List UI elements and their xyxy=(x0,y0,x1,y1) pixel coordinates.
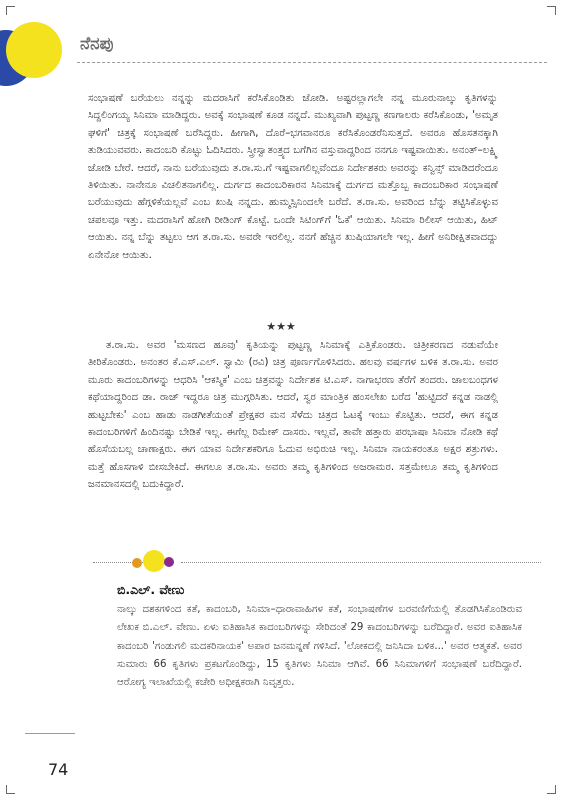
crop-mark-top-right xyxy=(547,6,556,15)
section-separator: ★★★ xyxy=(266,320,296,333)
crop-mark-bottom-left xyxy=(6,785,15,794)
footer-rule xyxy=(25,733,75,734)
yellow-dot-decoration xyxy=(143,550,165,572)
page-number: 74 xyxy=(48,760,69,779)
author-name: ಬಿ.ಎಲ್. ವೇಣು xyxy=(117,582,185,597)
decorative-yellow-circle xyxy=(6,22,62,78)
crop-mark-bottom-right xyxy=(547,785,556,794)
author-bio: ನಾಲ್ಕು ದಶಕಗಳಿಂದ ಕತೆ, ಕಾದಂಬರಿ, ಸಿನಿಮಾ–ಧಾರಾವಾಹಿಗಳ ಕತೆ, ಸಂಭಾಷಣೆಗಳ ಬರವಣಿಗೆಯಲ್ಲಿ ತೊಡಗಿಸಿಕೊಂಡಿರುವ ಲೇಖಕ ಬಿ.ಎಲ್. ವೇಣು. ಏಳು ಐತಿಹಾಸಿಕ ಕಾದಂಬರಿಗಳನ್ನು ಸೇರಿದಂತೆ 29 ಕಾದಂಬರಿಗಳನ್ನು ಬರೆದಿದ್ದಾರೆ. ಅವರ ಐತಿಹಾಸಿಕ ಕಾದಂಬರಿ 'ಗಂಡುಗಲಿ ಮದಕರಿನಾಯಕ' ಅಪಾರ ಜನಮನ್ನಣೆ ಗಳಿಸಿದೆ. 'ಲೋಕದಲ್ಲಿ ಜನಿಸಿದಾ ಬಳಿಕ...' ಅವರ ಆತ್ಮಕತೆ. ಅವರ ಸುಮಾರು 66 ಕೃತಿಗಳು ಪ್ರಕಟಗೊಂಡಿದ್ದು, 15 ಕೃತಿಗಳು ಸಿನಿಮಾ ಆಗಿವೆ. 66 ಸಿನಿಮಾಗಳಿಗೆ ಸಂಭಾಷಣೆ ಬರೆದಿದ್ದಾರೆ. ಆರೋಗ್ಯ ಇಲಾಖೆಯಲ್ಲಿ ಕಚೇರಿ ಅಧೀಕ್ಷಕರಾಗಿ ನಿವೃತ್ತರು. xyxy=(117,604,522,689)
article-paragraph-2: ತ.ರಾ.ಸು. ಅವರ 'ಮಸಣದ ಹೂವು' ಕೃತಿಯನ್ನು ಪುಟ್ಟಣ್ಣ ಸಿನಿಮಾಕ್ಕೆ ಎತ್ತಿಕೊಂಡರು. ಚಿತ್ರೀಕರಣದ ನಡುವೆಯೇ ತೀರಿಕೊಂಡರು. ಅನಂತರ ಕೆ.ಎಸ್.ಎಲ್. ಸ್ವಾಮಿ (ರವಿ) ಚಿತ್ರ ಪೂರ್ಣಗೊಳಿಸಿದರು. ಹಲವು ವರ್ಷಗಳ ಬಳಿಕ ತ.ರಾ.ಸು. ಅವರ ಮೂರು ಕಾದಂಬರಿಗಳನ್ನು ಆಧರಿಸಿ 'ಆಕಸ್ಮಿಕ' ಎಂಬ ಚಿತ್ರವನ್ನು ನಿರ್ದೇಶಕ ಟಿ.ಎಸ್. ನಾಗಾಭರಣ ತೆರೆಗೆ ತಂದರು. ಜಾಲಬಂಧಗಳ ಕಥೆಯಾದ್ದರಿಂದ ಡಾ. ರಾಜ್ ಇದ್ದರೂ ಚಿತ್ರ ಮುಗ್ಗರಿಸಿತು. ಆದರೆ, ಸ್ವರ ಮಾಂತ್ರಿಕ ಹಂಸಲೇಖ ಬರೆದ 'ಹುಟ್ಟಿದರೆ ಕನ್ನಡ ನಾಡಲ್ಲಿ ಹುಟ್ಟಬೇಕು' ಎಂಬ ಹಾಡು ನಾಡಗೀತೆಯಂತೆ ಪ್ರೇಕ್ಷಕರ ಮನ ಸೆಳೆದು ಚಿತ್ರದ ಓಟಕ್ಕೆ ಇಂಬು ಕೊಟ್ಟಿತು. ಆದರೆ, ಈಗ ಕನ್ನಡ ಕಾದಂಬರಿಗಳಿಗೆ ಹಿಂದಿನಷ್ಟು ಬೇಡಿಕೆ ಇಲ್ಲ. ಈಗೆಲ್ಲ ರಿಮೇಕ್ ದಾಸರು. ಇಲ್ಲವೆ, ತಾವೇ ಹತ್ತಾರು ಪರಭಾಷಾ ಸಿನಿಮಾ ನೋಡಿ ಕಥೆ ಹೊಸೆಯಬಲ್ಲ ಚಾಣಾಕ್ಷರು. ಈಗ ಯಾವ ನಿರ್ದೇಶಕರಿಗೂ ಓದುವ ಅಭಿರುಚಿ ಇಲ್ಲ. ಸಿನಿಮಾ ನಾಯಕರಂತೂ ಅಕ್ಷರ ಶತ್ರುಗಳು. ಮತ್ತೆ ಹೊಸಗಾಳಿ ಬೀಸಬೇಕಿದೆ. ಈಗಲೂ ತ.ರಾ.ಸು. ಅವರು ತಮ್ಮ ಕೃತಿಗಳಿಂದ ಅಜರಾಮರ. ಸತ್ತಮೇಲೂ ತಮ್ಮ ಕೃತಿಗಳಿಂದ ಜನಮಾನಸದಲ್ಲಿ ಬದುಕಿದ್ದಾರೆ. xyxy=(88,340,498,491)
crop-mark-top-left xyxy=(6,6,15,15)
section-title: ನೆನಪು xyxy=(80,34,114,54)
author-divider-right xyxy=(181,562,541,563)
article-paragraph-1: ಸಂಭಾಷಣೆ ಬರೆಯಲು ನನ್ನನ್ನು ಮದರಾಸಿಗೆ ಕರೆಸಿಕೊಂಡಿತು ಜೋಡಿ. ಅಷ್ಟರಲ್ಲಾಗಲೇ ನನ್ನ ಮೂರುನಾಲ್ಕು ಕೃತಿಗಳನ್ನು ಸಿದ್ದಲಿಂಗಯ್ಯ ಸಿನಿಮಾ ಮಾಡಿದ್ದರು. ಅವಕ್ಕೆ ಸಂಭಾಷಣೆ ಕೂಡ ನನ್ನದೆ. ಮುಖ್ಯವಾಗಿ ಪುಟ್ಟಣ್ಣ ಕಣಗಾಲರು ಕರೆಸಿಕೊಂಡು, 'ಅಮೃತ ಘಳಿಗೆ' ಚಿತ್ರಕ್ಕೆ ಸಂಭಾಷಣೆ ಬರೆಸಿದ್ದರು. ಹೀಗಾಗಿ, ದೊರೆ–ಭಗವಾನರೂ ಕರೆಸಿಕೊಂಡರೆನಿಸುತ್ತದೆ. ಅವರೂ ಹೊಸತನಕ್ಕಾಗಿ ತುಡಿಯುವವರು. ಕಾದಂಬರಿ ಕೊಟ್ಟು ಓದಿಸಿದರು. ಸ್ತ್ರೀಸ್ವಾತಂತ್ರ್ಯದ ಬಗೆಗಿನ ವಸ್ತುವಾದ್ದರಿಂದ ನನಗೂ ಇಷ್ಟವಾಯಿತು. ಅನಂತ್–ಲಕ್ಷ್ಮಿ ಜೋಡಿ ಬೇರೆ. ಆದರೆ, ನಾನು ಬರೆಯುವುದು ತ.ರಾ.ಸು.ಗೆ ಇಷ್ಟವಾಗಲಿಲ್ಲವೆಂದೂ ನಿರ್ದೇಶಕರು ಅವರನ್ನು ಕನ್ವಿನ್ಸ್ ಮಾಡಿದರೆಂದೂ ತಿಳಿಯಿತು. ನಾನೇನೂ ವಿಚಲಿತನಾಗಲಿಲ್ಲ. ದುರ್ಗದ ಕಾದಂಬರಿಕಾರನ ಸಿನಿಮಾಕ್ಕೆ ದುರ್ಗದ ಮತ್ತೊಬ್ಬ ಕಾದಂಬರಿಕಾರ ಸಂಭಾಷಣೆ ಬರೆಯುವುದು ಹೆಗ್ಗಳಿಕೆಯಲ್ಲವೆ ಎಂಬ ಖುಷಿ ನನ್ನದು. ಹುಮ್ಮಸ್ಸಿನಿಂದಲೇ ಬರೆದೆ. ತ.ರಾ.ಸು. ಅವರಿಂದ ಬೆನ್ನು ತಟ್ಟಿಸಿಕೊಳ್ಳುವ ಚಪಲವೂ ಇತ್ತು. ಮದರಾಸಿಗೆ ಹೋಗಿ ರೀಡಿಂಗ್ ಕೊಟ್ಟೆ. ಒಂದೇ ಸಿಟಿಂಗ್‌ಗೆ 'ಓಕೆ' ಆಯಿತು. ಸಿನಿಮಾ ರಿಲೀಸ್ ಆಯಿತು, ಹಿಟ್ ಆಯಿತು. ನನ್ನ ಬೆನ್ನು ತಟ್ಟಲು ಆಗ ತ.ರಾ.ಸು. ಅವರೇ ಇರಲಿಲ್ಲ. ನನಗೆ ಹೆಚ್ಚಿನ ಖುಷಿಯಾಗಲೇ ಇಲ್ಲ. ಹೀಗೆ ಅನಿರೀಕ್ಷಿತವಾದದ್ದು ಏನೇನೋ ಆಯಿತು. xyxy=(88,93,498,261)
purple-dot-decoration xyxy=(164,557,174,567)
orange-dot-decoration xyxy=(132,558,142,568)
header-divider xyxy=(77,62,547,63)
